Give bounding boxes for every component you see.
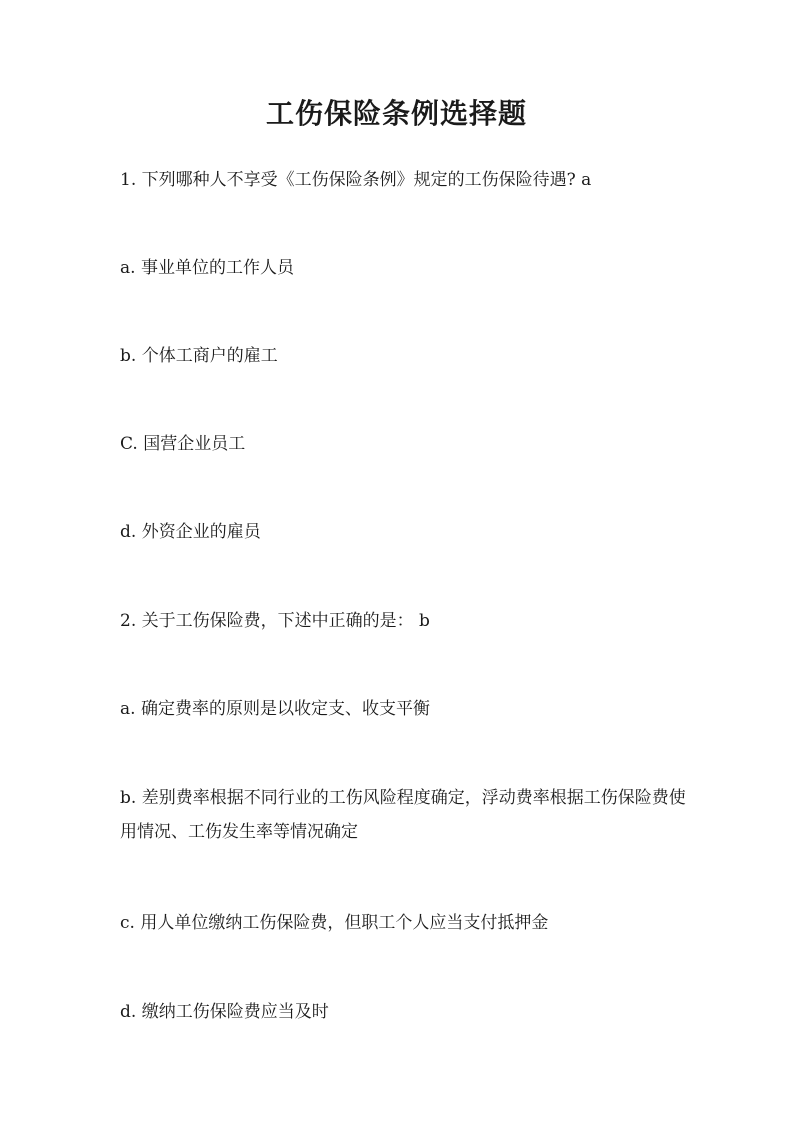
question-1: 1. 下列哪种人不享受《工伤保险条例》规定的工伤保险待遇? a	[120, 170, 592, 190]
question-1-option-b: b. 个体工商户的雇工	[120, 346, 278, 366]
question-2-option-c: c. 用人单位缴纳工伤保险费，但职工个人应当支付抵押金	[120, 913, 549, 933]
question-2-option-d: d. 缴纳工伤保险费应当及时	[120, 1002, 329, 1022]
question-2: 2. 关于工伤保险费，下述中正确的是： b	[120, 611, 430, 631]
question-2-option-b: b. 差别费率根据不同行业的工伤风险程度确定，浮动费率根据工伤保险费使用情况、工伤发生率等情况确定	[120, 788, 686, 842]
document-title: 工伤保险条例选择题	[265, 97, 527, 130]
question-1-option-a: a. 事业单位的工作人员	[120, 258, 294, 278]
question-2-option-a: a. 确定费率的原则是以收定支、收支平衡	[120, 699, 430, 719]
question-1-option-c: C. 国营企业员工	[120, 434, 246, 454]
question-1-option-d: d. 外资企业的雇员	[120, 522, 261, 542]
